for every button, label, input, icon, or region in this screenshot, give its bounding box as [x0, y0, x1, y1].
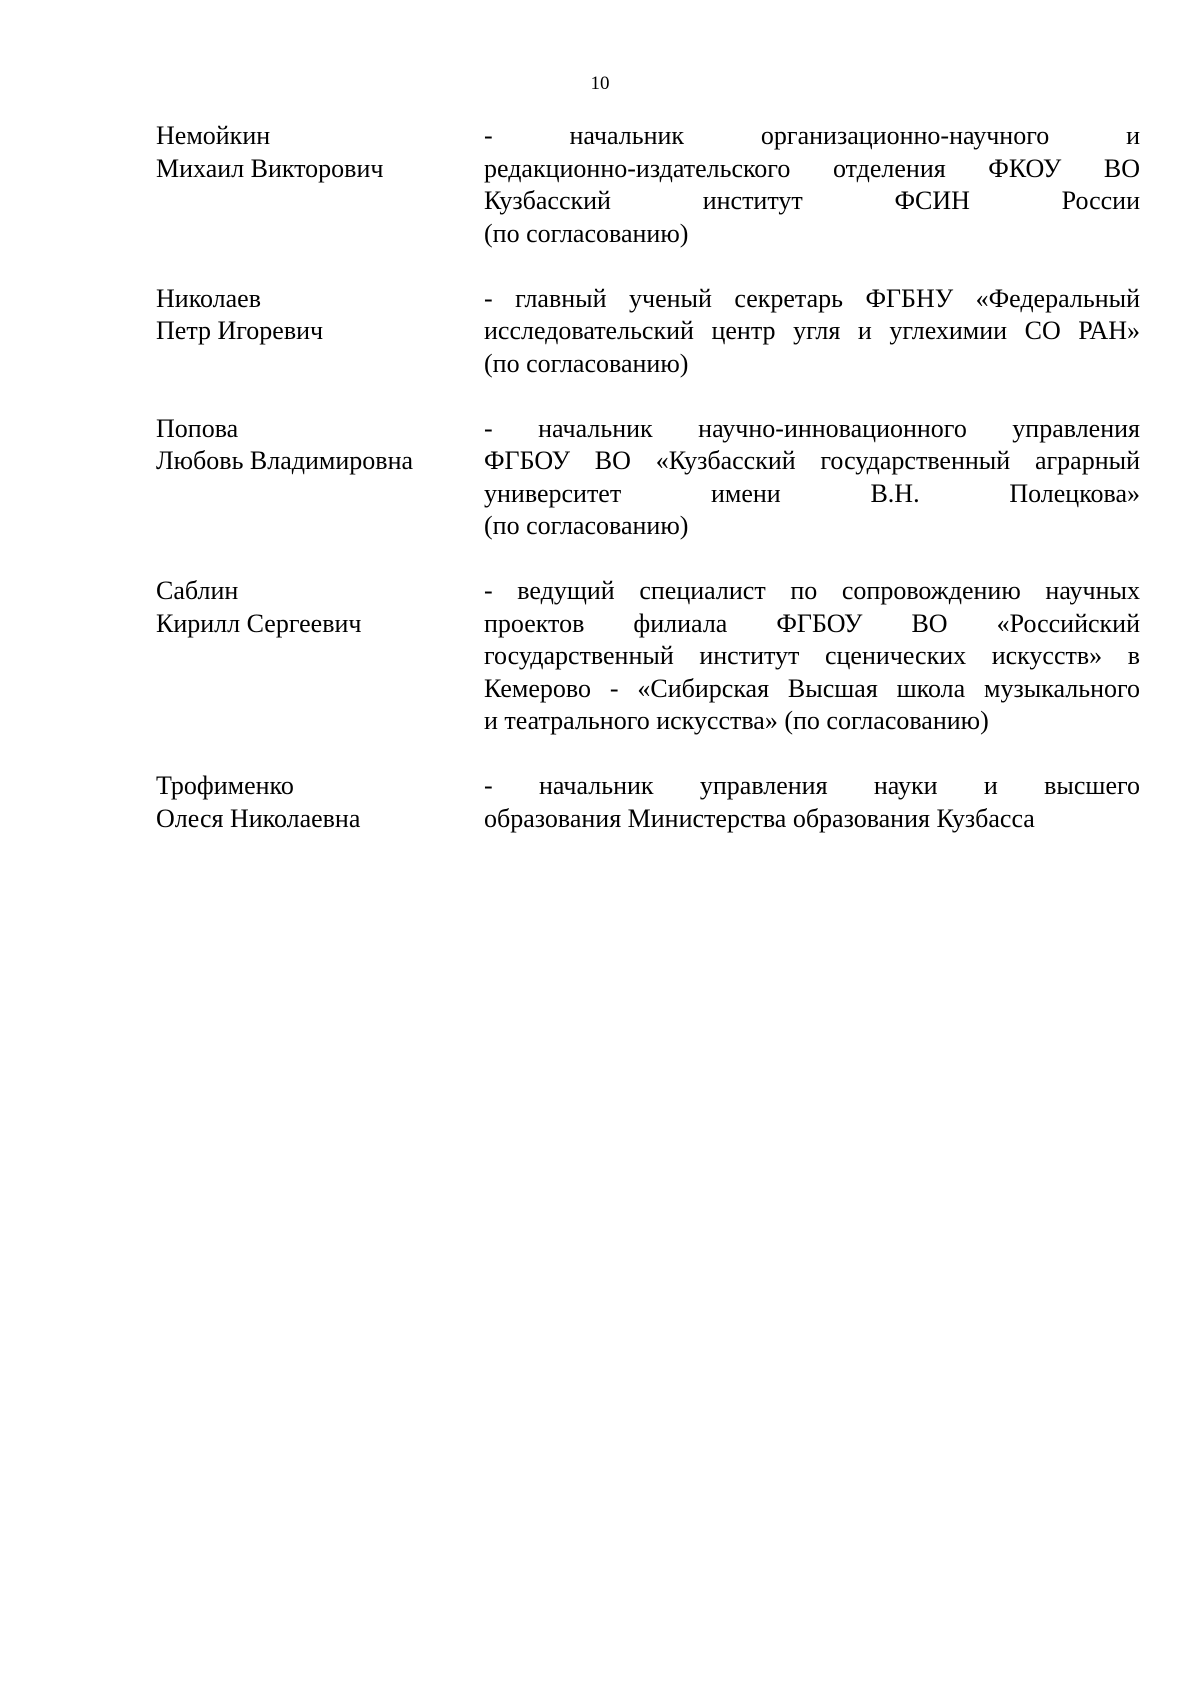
- member-position: [484, 283, 1140, 381]
- member-surname: Саблин: [156, 576, 239, 605]
- position-line: - ведущий специалист по сопровождению научных: [484, 576, 1140, 605]
- position-line: ФГБОУ ВО «Кузбасский государственный аграрный: [484, 446, 1140, 475]
- commission-member-list: [156, 120, 1140, 868]
- member-entry: [156, 283, 1140, 381]
- position-line: исследовательский центр угля и углехимии СО РАН»: [484, 316, 1140, 345]
- member-given-names: Петр Игоревич: [156, 316, 324, 345]
- member-entry: [156, 770, 1140, 835]
- member-given-names: Любовь Владимировна: [156, 446, 414, 475]
- member-position: [484, 413, 1140, 543]
- position-line: редакционно-издательского отделения ФКОУ ВО: [484, 153, 1140, 183]
- position-line: (по согласованию): [484, 218, 689, 248]
- position-line: университет имени В.Н. Полецкова»: [484, 478, 1140, 508]
- member-entry: [156, 413, 1140, 543]
- member-name: [156, 770, 484, 835]
- member-entry: [156, 120, 1140, 250]
- member-given-names: Кирилл Сергеевич: [156, 608, 362, 638]
- position-line: проектов филиала ФГБОУ ВО «Российский: [484, 608, 1140, 638]
- position-line: - начальник управления науки и высшего: [484, 771, 1140, 800]
- position-line: - начальник научно-инновационного управления: [484, 413, 1140, 443]
- position-line: - начальник организационно-научного и: [484, 121, 1140, 150]
- position-line: Кемерово - «Сибирская Высшая школа музыкального: [484, 673, 1140, 703]
- page-number: 10: [590, 73, 610, 94]
- member-surname: Немойкин: [156, 121, 271, 150]
- member-position: [484, 575, 1140, 738]
- position-line: образования Министерства образования Кузбасса: [484, 803, 1035, 833]
- member-name: [156, 283, 484, 381]
- position-line: - главный ученый секретарь ФГБНУ «Федеральный: [484, 283, 1140, 313]
- position-line: (по согласованию): [484, 511, 689, 540]
- member-position: [484, 120, 1140, 250]
- member-surname: Трофименко: [156, 771, 294, 800]
- member-given-names: Олеся Николаевна: [156, 803, 361, 833]
- member-name: [156, 575, 484, 738]
- member-surname: Попова: [156, 413, 239, 443]
- position-line: (по согласованию): [484, 348, 689, 378]
- position-line: и театрального искусства» (по согласованию): [484, 706, 989, 735]
- member-entry: [156, 575, 1140, 738]
- position-line: государственный институт сценических искусств» в: [484, 641, 1140, 670]
- member-given-names: Михаил Викторович: [156, 153, 384, 183]
- position-line: Кузбасский институт ФСИН России: [484, 186, 1140, 215]
- member-name: [156, 120, 484, 250]
- member-position: [484, 770, 1140, 835]
- member-name: [156, 413, 484, 543]
- member-surname: Николаев: [156, 283, 261, 313]
